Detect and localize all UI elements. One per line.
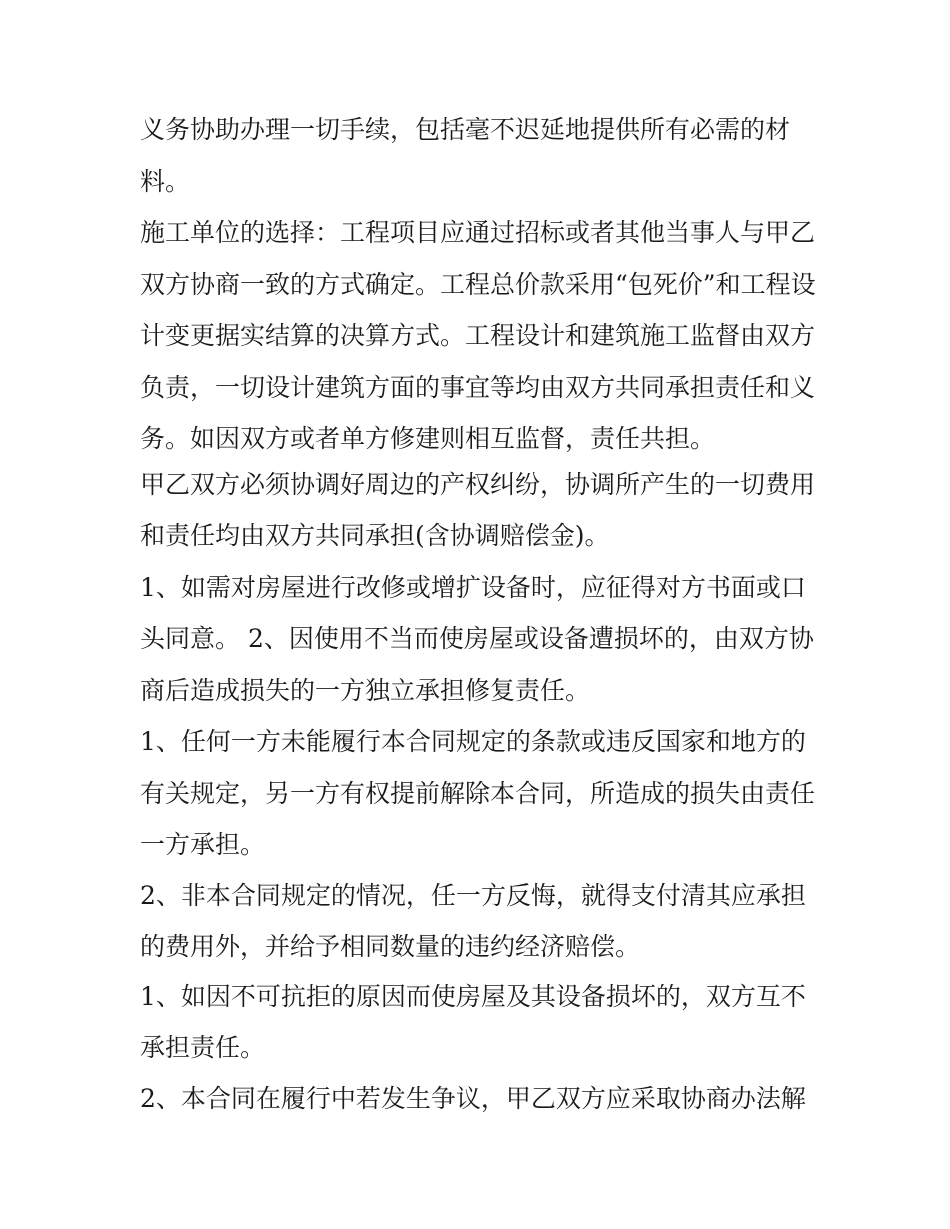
text-line: 有关规定，另一方有权提前解除本合同，所造成的损失由责任 [140, 779, 816, 808]
text-line: 负责，一切设计建筑方面的事宜等均由双方共同承担责任和义 [140, 373, 816, 402]
text-line: 义务协助办理一切手续，包括毫不迟延地提供所有必需的材 [140, 115, 791, 144]
text-line: 2、非本合同规定的情况，任一方反悔，就得支付清其应承担 [140, 881, 806, 910]
text-line: 的费用外，并给予相同数量的违约经济赔偿。 [140, 932, 641, 961]
text-line: 2、本合同在履行中若发生争议，甲乙双方应采取协商办法解 [140, 1084, 806, 1113]
text-line: 务。如因双方或者单方修建则相互监督，责任共担。 [140, 424, 716, 453]
text-line: 计变更据实结算的决算方式。工程设计和建筑施工监督由双方 [140, 321, 816, 350]
text-line: 头同意。 2、因使用不当而使房屋或设备遭损坏的，由双方协 [140, 624, 814, 653]
text-line: 和责任均由双方共同承担(含协调赔偿金)。 [140, 521, 610, 550]
text-line: 施工单位的选择：工程项目应通过招标或者其他当事人与甲乙 [140, 218, 816, 247]
text-line: 一方承担。 [140, 830, 266, 859]
text-line: 承担责任。 [140, 1033, 266, 1062]
text-line: 双方协商一致的方式确定。工程总价款采用“包死价”和工程设 [140, 270, 816, 299]
text-line: 商后造成损失的一方独立承担修复责任。 [140, 676, 591, 705]
text-line: 1、如因不可抗拒的原因而使房屋及其设备损坏的，双方互不 [140, 982, 806, 1011]
text-line: 甲乙双方必须协调好周边的产权纠纷，协调所产生的一切费用 [140, 470, 816, 499]
text-line: 料。 [140, 167, 191, 196]
text-line: 1、任何一方未能履行本合同规定的条款或违反国家和地方的 [140, 727, 806, 756]
text-line: 1、如需对房屋进行改修或增扩设备时，应征得对方书面或口 [140, 573, 806, 602]
